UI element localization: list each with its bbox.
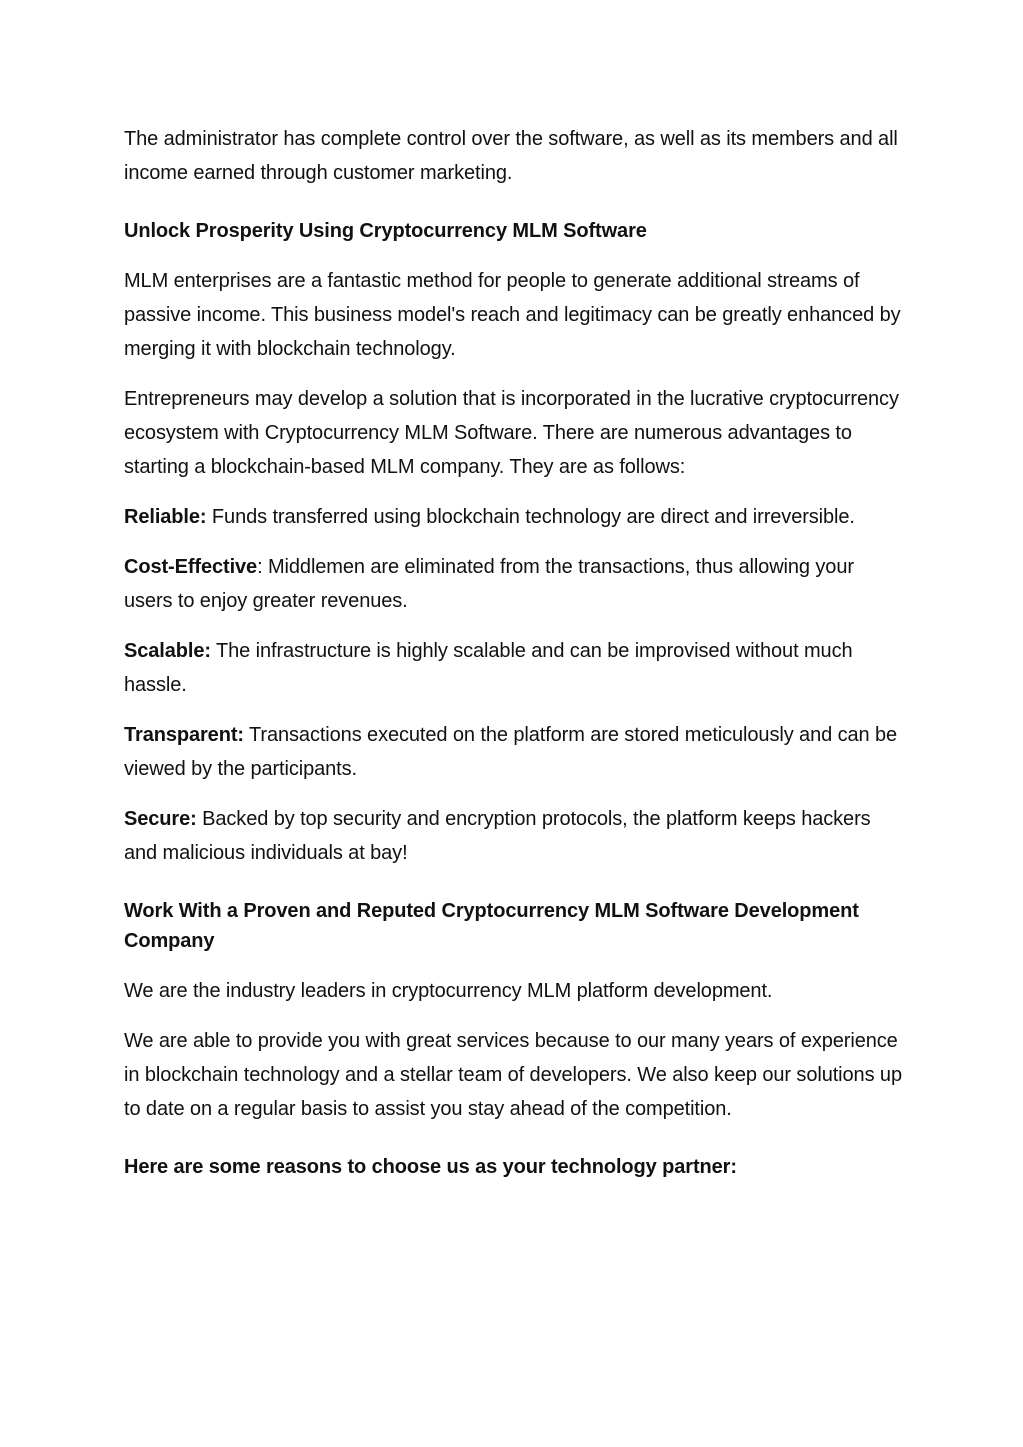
benefit-text: The infrastructure is highly scalable and can be improvised without much hassle. bbox=[124, 640, 853, 696]
document-page bbox=[124, 122, 904, 1200]
benefit-text: : Middlemen are eliminated from the transactions, thus allowing your users to enjoy greater revenues. bbox=[124, 556, 854, 612]
entrepreneurs-paragraph: Entrepreneurs may develop a solution that is incorporated in the lucrative cryptocurrency ecosystem with Cryptocurrency MLM Software. There are numerous advantages to starting a blockchain-based MLM company. They are as follows: bbox=[124, 388, 899, 478]
benefit-term: Scalable: bbox=[124, 640, 211, 662]
benefit-term: Transparent: bbox=[124, 724, 244, 746]
benefit-reliable bbox=[124, 500, 904, 534]
heading-work-with-us: Work With a Proven and Reputed Cryptocurrency MLM Software Development Company bbox=[124, 900, 859, 952]
mlm-paragraph: MLM enterprises are a fantastic method for people to generate additional streams of passive income. This business model's reach and legitimacy can be greatly enhanced by merging it with blockchain technology. bbox=[124, 270, 901, 360]
benefit-secure bbox=[124, 802, 904, 870]
intro-paragraph: The administrator has complete control over the software, as well as its members and all income earned through customer marketing. bbox=[124, 128, 898, 184]
benefit-term: Reliable: bbox=[124, 506, 207, 528]
benefit-text: Funds transferred using blockchain technology are direct and irreversible. bbox=[206, 506, 855, 528]
heading-reasons: Here are some reasons to choose us as your technology partner: bbox=[124, 1156, 737, 1178]
benefit-scalable bbox=[124, 634, 904, 702]
services-paragraph: We are able to provide you with great services because to our many years of experience in blockchain technology and a stellar team of developers. We also keep our solutions up to date on a regular basis to assist you stay ahead of the competition. bbox=[124, 1030, 902, 1120]
benefit-text: Backed by top security and encryption protocols, the platform keeps hackers and malicious individuals at bay! bbox=[124, 808, 871, 864]
benefit-text: Transactions executed on the platform are stored meticulously and can be viewed by the participants. bbox=[124, 724, 898, 780]
benefit-term: Secure: bbox=[124, 808, 197, 830]
heading-unlock-prosperity: Unlock Prosperity Using Cryptocurrency MLM Software bbox=[124, 220, 647, 242]
benefit-cost-effective bbox=[124, 550, 904, 618]
leaders-paragraph: We are the industry leaders in cryptocurrency MLM platform development. bbox=[124, 980, 773, 1002]
benefit-transparent bbox=[124, 718, 904, 786]
benefit-term: Cost-Effective bbox=[124, 556, 258, 578]
